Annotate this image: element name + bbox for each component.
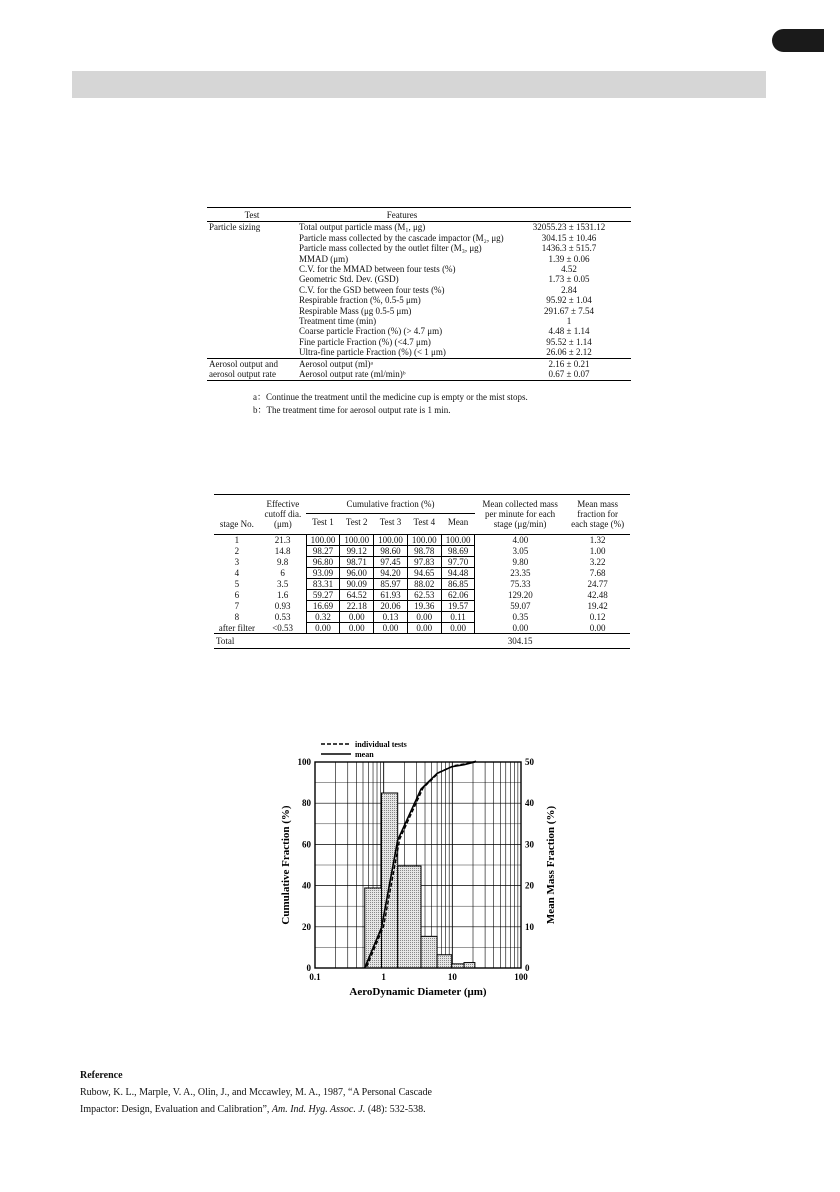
y-right-tick-label: 20 [525, 880, 534, 891]
feature-row [207, 358, 631, 369]
y-right-axis-label: Mean Mass Fraction (%) [545, 805, 557, 925]
value-cell: 1.73 ± 0.05 [548, 274, 590, 285]
feature-row [207, 274, 631, 284]
fraction-cell: 94.20 [374, 568, 408, 579]
fraction-cell: 0.00 [374, 623, 408, 634]
fraction-cell: 19.36 [407, 601, 441, 612]
feature-cell: C.V. for the GSD between four tests (%) [299, 284, 445, 295]
collected-cell: 0.00 [512, 622, 529, 633]
y-left-tick-label: 0 [306, 963, 311, 973]
y-right-tick-label: 30 [525, 839, 534, 850]
mass-fraction-bar [464, 963, 475, 968]
feature-row [207, 254, 631, 264]
feature-cell: Aerosol output rate (ml/min)ᵇ [297, 369, 507, 380]
x-tick-label: 1 [381, 972, 386, 982]
fraction-cell: 62.06 [441, 590, 475, 601]
table-row [214, 546, 630, 557]
table-row [214, 612, 630, 623]
cutoff-cell: 0.93 [274, 601, 291, 611]
fraction-cell: 20.06 [374, 601, 408, 612]
massfrac-cell: 24.77 [587, 579, 608, 589]
test4-header: Test 4 [407, 513, 441, 534]
test-cell [207, 254, 297, 264]
massfrac-cell: 0.00 [589, 622, 606, 633]
test2-header: Test 2 [340, 513, 374, 534]
collected-cell: 129.20 [507, 590, 533, 600]
fraction-cell: 0.00 [407, 612, 441, 623]
value-cell: 0.67 ± 0.07 [507, 369, 631, 380]
feature-row [207, 243, 631, 253]
fraction-cell: 94.48 [441, 568, 475, 579]
note-b: b：The treatment time for aerosol output rate is 1 min. [253, 405, 451, 415]
cutoff-cell: 3.5 [276, 579, 289, 589]
section-header-bar [72, 71, 766, 98]
table-row [214, 579, 630, 590]
value-cell: 32055.23 ± 1531.12 [532, 222, 606, 233]
value-cell: 26.06 ± 2.12 [546, 347, 592, 358]
feature-row [207, 285, 631, 295]
fraction-cell: 96.80 [306, 557, 340, 568]
fraction-cell: 0.00 [407, 623, 441, 634]
value-cell: 4.48 ± 1.14 [548, 326, 590, 337]
feature-cell: Fine particle Fraction (%) (<4.7 μm) [299, 336, 431, 347]
stage-cell: 4 [234, 568, 240, 578]
stage-cell: 8 [234, 612, 240, 622]
feature-row [207, 233, 631, 243]
test-cell [207, 306, 297, 316]
stage-cell: 3 [234, 557, 240, 567]
fraction-cell: 100.00 [340, 535, 374, 546]
fraction-cell: 97.45 [374, 557, 408, 568]
value-cell: 95.52 ± 1.14 [546, 336, 592, 347]
mass-fraction-bar [365, 888, 382, 968]
feature-cell: Respirable Mass (μg 0.5-5 μm) [299, 305, 412, 316]
y-right-tick-label: 0 [525, 963, 530, 973]
fraction-cell: 90.09 [340, 579, 374, 590]
fraction-cell: 0.13 [374, 612, 408, 623]
feature-cell: Respirable fraction (%, 0.5-5 μm) [299, 295, 421, 306]
feature-cell: Particle mass collected by the cascade impactor (M₂, μg) [299, 232, 504, 243]
collected-cell: 4.00 [512, 535, 529, 546]
cutoff-cell: <0.53 [272, 622, 294, 633]
feature-row [207, 264, 631, 274]
fraction-cell: 98.69 [441, 546, 475, 557]
feature-row [207, 369, 631, 380]
massfrac-cell: 0.12 [589, 612, 606, 622]
x-tick-label: 100 [514, 972, 528, 982]
fraction-cell: 0.11 [441, 612, 475, 623]
total-label: Total [214, 634, 260, 649]
fraction-cell: 0.00 [340, 612, 374, 623]
feature-row [207, 295, 631, 305]
fraction-cell: 98.60 [374, 546, 408, 557]
cumulative-header: Cumulative fraction (%) [306, 495, 475, 514]
value-cell: 291.67 ± 7.54 [544, 305, 594, 316]
fraction-cell: 16.69 [306, 601, 340, 612]
value-cell: 2.16 ± 0.21 [507, 358, 631, 369]
mean-header: Mean [441, 513, 475, 534]
fraction-cell: 64.52 [340, 590, 374, 601]
y-right-tick-label: 50 [525, 757, 534, 767]
massfrac-cell: 1.00 [589, 546, 606, 556]
test-cell: Aerosol output and [207, 358, 297, 369]
feature-cell: Ultra-fine particle Fraction (%) (< 1 μm) [299, 347, 446, 358]
legend-label: mean [355, 750, 374, 759]
cutoff-cell: 14.8 [274, 546, 291, 556]
massfrac-cell: 1.32 [589, 535, 606, 546]
collected-cell: 75.33 [510, 579, 531, 589]
feature-cell: Geometric Std. Dev. (GSD) [299, 274, 399, 285]
feature-cell: Coarse particle Fraction (%) (> 4.7 μm) [299, 326, 443, 337]
stage-cell: 7 [234, 601, 240, 611]
fraction-cell: 97.70 [441, 557, 475, 568]
massfrac-cell: 3.22 [589, 557, 606, 567]
col-features-header: Features [297, 208, 507, 222]
value-cell: 304.15 ± 10.46 [541, 232, 597, 243]
feature-cell: MMAD (μm) [299, 253, 349, 264]
test-cell [207, 233, 297, 243]
fraction-cell: 98.78 [407, 546, 441, 557]
x-tick-label: 0.1 [309, 972, 321, 982]
stage-cell: after filter [218, 622, 255, 633]
y-left-tick-label: 100 [297, 757, 311, 767]
value-cell: 2.84 [561, 284, 577, 295]
table-row [214, 623, 630, 634]
fraction-cell: 100.00 [374, 535, 408, 546]
fraction-cell: 97.83 [407, 557, 441, 568]
fraction-cell: 83.31 [306, 579, 340, 590]
total-row [214, 634, 630, 649]
cutoff-cell: 0.53 [274, 612, 291, 622]
feature-cell: Total output particle mass (M₁, μg) [299, 222, 426, 233]
value-cell: 1.39 ± 0.06 [548, 253, 590, 264]
reference-line-1: Rubow, K. L., Marple, V. A., Olin, J., and Mccawley, M. A., 1987, “A Personal Cascade [80, 1087, 432, 1098]
stage-cell: 2 [234, 546, 240, 556]
cutoff-cell: 6 [280, 568, 285, 578]
stage-cell: 1 [234, 535, 240, 546]
y-right-tick-label: 10 [525, 921, 534, 932]
test-cell [207, 326, 297, 336]
fraction-cell: 88.02 [407, 579, 441, 590]
massfrac-cell: 19.42 [587, 601, 608, 611]
collected-header: Mean collected mass per minute for each stage (μg/min) [475, 495, 565, 535]
test1-header: Test 1 [306, 513, 340, 534]
stage-cell: 5 [234, 579, 240, 589]
cutoff-cell: 9.8 [276, 557, 289, 567]
y-left-axis-label: Cumulative Fraction (%) [280, 805, 292, 925]
feature-cell: C.V. for the MMAD between four tests (%) [299, 264, 456, 275]
test-cell [207, 316, 297, 326]
test-cell [207, 285, 297, 295]
fraction-cell: 100.00 [306, 535, 340, 546]
fraction-cell: 100.00 [441, 535, 475, 546]
massfrac-cell: 42.48 [587, 590, 608, 600]
collected-cell: 9.80 [512, 557, 529, 567]
feature-row [207, 222, 631, 233]
value-cell: 95.92 ± 1.04 [546, 295, 592, 306]
features-table [207, 207, 631, 381]
test-cell [207, 337, 297, 347]
reference-heading: Reference [80, 1070, 123, 1081]
fraction-cell: 0.32 [306, 612, 340, 623]
test-cell: aerosol output rate [207, 369, 297, 380]
cutoff-header: Effective cutoff dia. (μm) [260, 495, 306, 535]
feature-cell: Treatment time (min) [299, 316, 377, 327]
y-left-tick-label: 40 [302, 880, 311, 891]
fraction-cell: 0.00 [306, 623, 340, 634]
collected-cell: 59.07 [510, 601, 531, 611]
massfrac-cell: 7.68 [589, 568, 606, 578]
reference-line-2: Impactor: Design, Evaluation and Calibration”, Am. Ind. Hyg. Assoc. J. (48): 532-538. [80, 1104, 426, 1115]
table-row [214, 590, 630, 601]
table-row [214, 535, 630, 546]
value-cell: 1 [566, 316, 572, 327]
value-cell: 4.52 [561, 264, 577, 275]
cutoff-cell: 21.3 [274, 535, 291, 546]
fraction-cell: 62.53 [407, 590, 441, 601]
collected-cell: 3.05 [512, 546, 529, 556]
y-left-tick-label: 60 [302, 839, 311, 850]
fraction-cell: 93.09 [306, 568, 340, 579]
y-left-tick-label: 20 [302, 921, 311, 932]
note-a: a：Continue the treatment until the medicine cup is empty or the mist stops. [253, 392, 528, 402]
collected-cell: 23.35 [510, 568, 531, 578]
feature-row [207, 326, 631, 336]
massfrac-header: Mean mass fraction for each stage (%) [565, 495, 630, 535]
table-row [214, 557, 630, 568]
fraction-cell: 0.00 [441, 623, 475, 634]
cutoff-cell: 1.6 [276, 590, 289, 600]
collected-cell: 0.35 [512, 612, 529, 622]
test-cell [207, 243, 297, 253]
y-right-tick-label: 40 [525, 798, 534, 809]
fraction-cell: 94.65 [407, 568, 441, 579]
feature-row [207, 316, 631, 326]
test-cell: Particle sizing [209, 222, 261, 233]
table-row [214, 568, 630, 579]
stage-cell: 6 [234, 590, 240, 600]
fraction-cell: 98.27 [306, 546, 340, 557]
reference-block [80, 1067, 432, 1118]
mass-fraction-bar [398, 866, 421, 968]
mass-fraction-bar [437, 955, 452, 968]
fraction-cell: 98.71 [340, 557, 374, 568]
cumulative-fraction-chart [270, 730, 590, 1005]
value-cell: 1436.3 ± 515.7 [541, 243, 597, 254]
x-tick-label: 10 [447, 972, 457, 982]
test-cell [207, 347, 297, 358]
total-value: 304.15 [475, 634, 565, 649]
fraction-cell: 100.00 [407, 535, 441, 546]
test3-header: Test 3 [374, 513, 408, 534]
y-left-tick-label: 80 [302, 798, 311, 809]
feature-row [207, 306, 631, 316]
fraction-cell: 85.97 [374, 579, 408, 590]
fraction-cell: 99.12 [340, 546, 374, 557]
fraction-cell: 86.85 [441, 579, 475, 590]
table-notes [253, 391, 528, 417]
table-row [214, 601, 630, 612]
stage-header: stage No. [214, 495, 260, 535]
feature-row [207, 337, 631, 347]
fraction-cell: 59.27 [306, 590, 340, 601]
fraction-cell: 61.93 [374, 590, 408, 601]
fraction-cell: 19.57 [441, 601, 475, 612]
test-cell [207, 274, 297, 284]
feature-cell: Aerosol output (ml)ᵃ [297, 358, 507, 369]
language-tab [772, 29, 824, 52]
x-axis-label: AeroDynamic Diameter (μm) [349, 986, 487, 998]
fraction-cell: 22.18 [340, 601, 374, 612]
cascade-table [214, 494, 630, 649]
feature-row [207, 347, 631, 358]
feature-cell: Particle mass collected by the outlet filter (M₃, μg) [299, 243, 482, 254]
test-cell [207, 295, 297, 305]
fraction-cell: 96.00 [340, 568, 374, 579]
legend-label: individual tests [355, 740, 407, 749]
fraction-cell: 0.00 [340, 623, 374, 634]
col-test-header: Test [207, 208, 297, 222]
test-cell [207, 264, 297, 274]
mass-fraction-bar [421, 936, 437, 968]
